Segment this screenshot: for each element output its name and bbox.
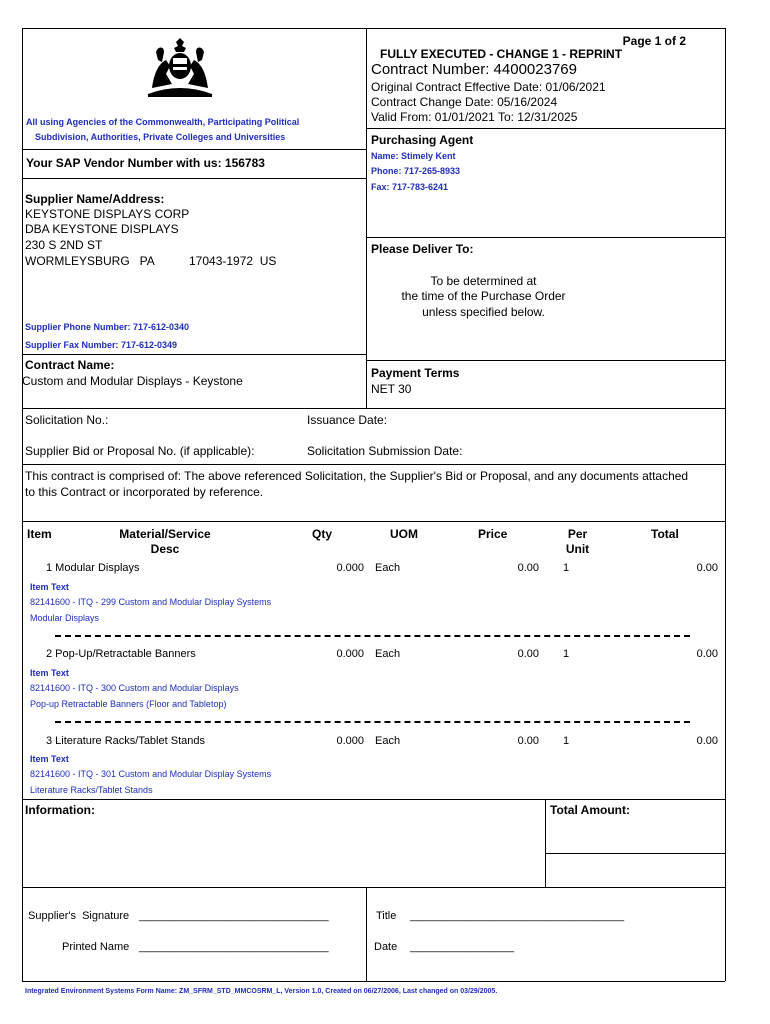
supplier-heading: Supplier Name/Address: bbox=[25, 192, 165, 206]
item-text-label: Item Text bbox=[30, 582, 69, 592]
agencies-line-1: All using Agencies of the Commonwealth, Participating Political bbox=[26, 117, 300, 127]
contract-number: Contract Number: 4400023769 bbox=[371, 61, 577, 78]
col-material-line-2: Desc bbox=[150, 542, 180, 556]
supplier-fax: Supplier Fax Number: 717-612-0349 bbox=[25, 340, 178, 350]
col-per-line-2: Unit bbox=[565, 542, 590, 556]
supplier-city: WORMLEYSBURG PA bbox=[25, 254, 155, 268]
deliver-line-3: unless specified below. bbox=[422, 305, 545, 319]
item-price: 0.00 bbox=[517, 648, 539, 660]
agent-phone: Phone: 717-265-8933 bbox=[371, 166, 461, 176]
information-label: Information: bbox=[25, 803, 95, 817]
item-text-label: Item Text bbox=[30, 754, 69, 764]
supplier-signature-label: Supplier's Signature bbox=[28, 910, 130, 922]
supplier-line-3: 230 S 2ND ST bbox=[25, 238, 103, 252]
deliver-line-2: the time of the Purchase Order bbox=[401, 289, 566, 303]
bid-proposal-no: Supplier Bid or Proposal No. (if applicable): bbox=[25, 444, 255, 458]
item-price: 0.00 bbox=[517, 735, 539, 747]
vendor-number: Your SAP Vendor Number with us: 156783 bbox=[26, 156, 265, 170]
contract-name-value: Custom and Modular Displays - Keystone bbox=[22, 374, 243, 388]
item-total: 0.00 bbox=[696, 648, 718, 660]
date-line[interactable]: _________________ bbox=[410, 941, 515, 953]
submission-date: Solicitation Submission Date: bbox=[307, 444, 463, 458]
col-item: Item bbox=[27, 527, 52, 541]
col-per-line-1: Per bbox=[567, 527, 588, 541]
col-total: Total bbox=[651, 527, 679, 541]
item-text-line-2: Pop-up Retractable Banners (Floor and Tabletop) bbox=[30, 699, 227, 709]
valid-dates: Valid From: 01/01/2021 To: 12/31/2025 bbox=[371, 110, 578, 124]
comprised-line-2: to this Contract or incorporated by reference. bbox=[25, 485, 264, 499]
supplier-line-2: DBA KEYSTONE DISPLAYS bbox=[25, 222, 179, 236]
item-qty: 0.000 bbox=[336, 562, 364, 574]
deliver-title: Please Deliver To: bbox=[371, 242, 474, 256]
item-separator bbox=[55, 721, 690, 723]
item-text-line-2: Literature Racks/Tablet Stands bbox=[30, 785, 153, 795]
page-number: Page 1 of 2 bbox=[622, 34, 686, 48]
item-text-line-1: 82141600 - ITQ - 300 Custom and Modular Displays bbox=[30, 683, 239, 693]
form-footer: Integrated Environment Systems Form Name: ZM_SFRM_STD_MMCOSRM_L, Version 1.0, Created on 06/27/2006, Last changed on 03/29/2005. bbox=[25, 988, 498, 995]
item-uom: Each bbox=[375, 562, 401, 574]
supplier-phone: Supplier Phone Number: 717-612-0340 bbox=[25, 322, 190, 332]
payment-terms-label: Payment Terms bbox=[371, 366, 460, 380]
comprised-line-1: This contract is comprised of: The above referenced Solicitation, the Supplier's Bid or Proposal, and any documents attached bbox=[25, 469, 689, 483]
col-material bbox=[100, 527, 230, 556]
printed-name-label: Printed Name bbox=[62, 941, 130, 953]
printed-name-line[interactable]: _______________________________ bbox=[139, 941, 329, 953]
agent-name: Name: Stimely Kent bbox=[371, 151, 456, 161]
payment-terms-value: NET 30 bbox=[371, 382, 412, 396]
item-desc: 2 Pop-Up/Retractable Banners bbox=[46, 648, 196, 660]
col-uom: UOM bbox=[390, 527, 418, 541]
item-qty: 0.000 bbox=[336, 735, 364, 747]
item-per: 1 bbox=[563, 735, 570, 747]
item-price: 0.00 bbox=[517, 562, 539, 574]
purchasing-agent-title: Purchasing Agent bbox=[371, 133, 474, 147]
pennsylvania-coat-of-arms-icon bbox=[140, 36, 220, 98]
item-qty: 0.000 bbox=[336, 648, 364, 660]
agent-fax: Fax: 717-783-6241 bbox=[371, 182, 449, 192]
supplier-signature-line[interactable]: _______________________________ bbox=[139, 910, 329, 922]
col-per-unit bbox=[555, 527, 600, 556]
item-per: 1 bbox=[563, 648, 570, 660]
item-text-line-1: 82141600 - ITQ - 301 Custom and Modular Display Systems bbox=[30, 769, 272, 779]
col-price: Price bbox=[478, 527, 508, 541]
title-line[interactable]: ___________________________________ bbox=[410, 910, 625, 922]
effective-date: Original Contract Effective Date: 01/06/2021 bbox=[371, 80, 606, 94]
deliver-line-1: To be determined at bbox=[430, 274, 537, 288]
item-desc: 1 Modular Displays bbox=[46, 562, 140, 574]
contract-status: FULLY EXECUTED - CHANGE 1 - REPRINT bbox=[380, 47, 623, 61]
item-separator bbox=[55, 635, 690, 637]
item-uom: Each bbox=[375, 648, 401, 660]
title-label: Title bbox=[376, 910, 397, 922]
date-label: Date bbox=[374, 941, 398, 953]
col-qty: Qty bbox=[312, 527, 333, 541]
issuance-date: Issuance Date: bbox=[307, 413, 388, 427]
item-text-line-1: 82141600 - ITQ - 299 Custom and Modular Display Systems bbox=[30, 597, 272, 607]
item-total: 0.00 bbox=[696, 735, 718, 747]
change-date: Contract Change Date: 05/16/2024 bbox=[371, 95, 558, 109]
item-text-line-2: Modular Displays bbox=[30, 613, 100, 623]
item-text-label: Item Text bbox=[30, 668, 69, 678]
item-desc: 3 Literature Racks/Tablet Stands bbox=[46, 735, 205, 747]
col-material-line-1: Material/Service bbox=[119, 527, 211, 541]
contract-name-label: Contract Name: bbox=[25, 358, 115, 372]
supplier-line-1: KEYSTONE DISPLAYS CORP bbox=[25, 207, 190, 221]
total-amount-label: Total Amount: bbox=[550, 803, 630, 817]
item-uom: Each bbox=[375, 735, 401, 747]
item-per: 1 bbox=[563, 562, 570, 574]
item-total: 0.00 bbox=[696, 562, 718, 574]
agencies-line-2: Subdivision, Authorities, Private Colleges and Universities bbox=[35, 132, 286, 142]
solicitation-no: Solicitation No.: bbox=[25, 413, 109, 427]
supplier-zip: 17043-1972 US bbox=[189, 254, 277, 268]
